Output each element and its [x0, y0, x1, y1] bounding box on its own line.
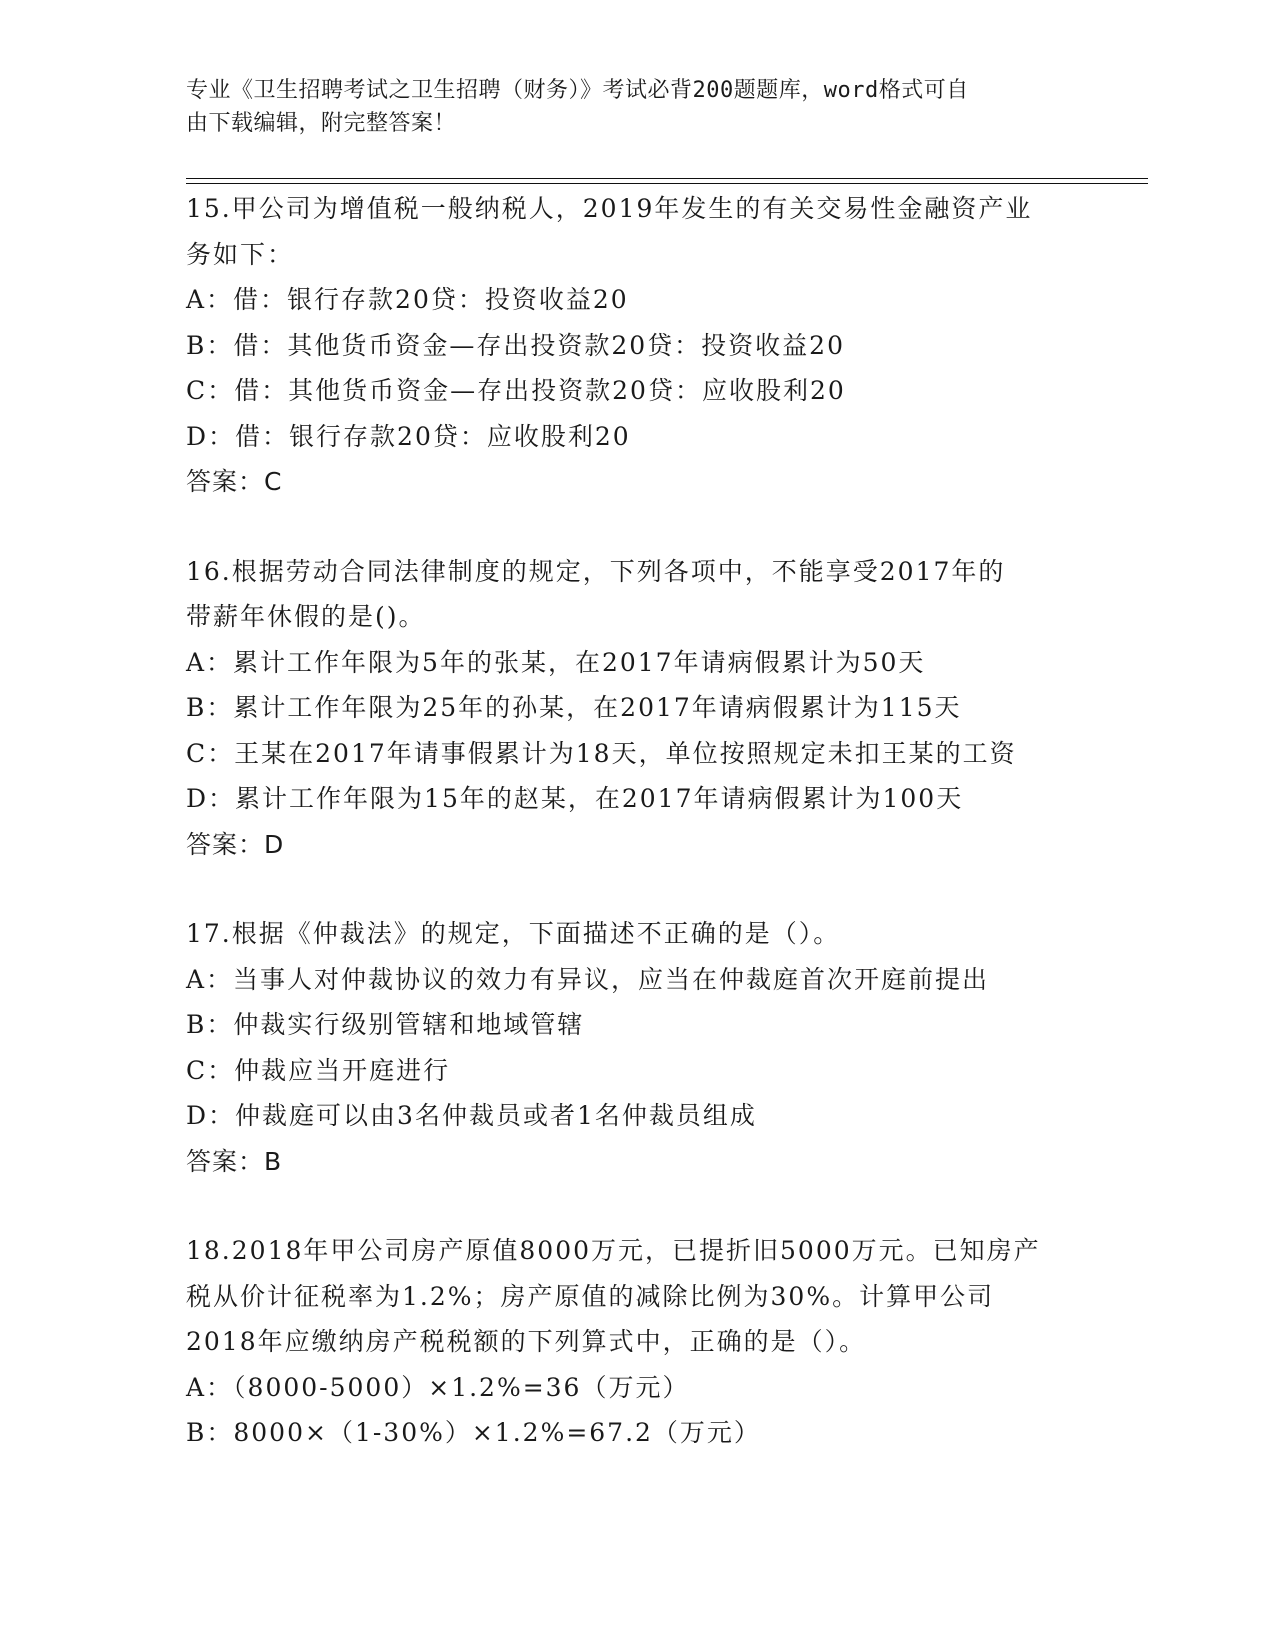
question-text: 15.甲公司为增值税一般纳税人，2019年发生的有关交易性金融资产业: [186, 194, 1033, 223]
question-text: 2018年应缴纳房产税税额的下列算式中，正确的是（）。: [186, 1327, 867, 1356]
question-18: [186, 1228, 1126, 1456]
header-line-1: 专业《卫生招聘考试之卫生招聘（财务）》考试必背200题题库，word格式可自: [186, 78, 969, 103]
header-line-2: 由下载编辑，附完整答案！: [186, 111, 457, 136]
question-text: 务如下：: [186, 239, 295, 269]
document-header: [186, 74, 1086, 140]
option-b: B：仲裁实行级别管辖和地域管辖: [186, 1010, 585, 1039]
option-a: A：（8000-5000）×1.2%=36（万元）: [186, 1372, 690, 1402]
question-15: [186, 186, 1126, 505]
question-17: [186, 911, 1126, 1184]
header-divider-top: [186, 178, 1148, 179]
option-b: B：累计工作年限为25年的孙某，在2017年请病假累计为115天: [186, 693, 962, 722]
option-c: C：仲裁应当开庭进行: [186, 1055, 451, 1085]
answer: 答案：B: [186, 1146, 283, 1176]
header-divider-bottom: [186, 183, 1148, 184]
question-text: 带薪年休假的是()。: [186, 602, 426, 631]
option-c: C：王某在2017年请事假累计为18天，单位按照规定未扣王某的工资: [186, 738, 1017, 768]
question-text: 18.2018年甲公司房产原值8000万元，已提折旧5000万元。已知房产: [186, 1236, 1041, 1265]
option-b: B：8000×（1-30%）×1.2%=67.2（万元）: [186, 1418, 761, 1447]
option-b: B：借：其他货币资金—存出投资款20贷：投资收益20: [186, 330, 845, 360]
answer: 答案：D: [186, 829, 285, 859]
question-16: [186, 549, 1126, 868]
answer: 答案：C: [186, 467, 283, 496]
option-c: C：借：其他货币资金—存出投资款20贷：应收股利20: [186, 376, 846, 405]
question-text: 16.根据劳动合同法律制度的规定，下列各项中，不能享受2017年的: [186, 556, 1006, 586]
option-d: D：仲裁庭可以由3名仲裁员或者1名仲裁员组成: [186, 1101, 757, 1130]
option-a: A：累计工作年限为5年的张某，在2017年请病假累计为50天: [186, 647, 926, 677]
option-d: D：累计工作年限为15年的赵某，在2017年请病假累计为100天: [186, 784, 964, 813]
question-text: 税从价计征税率为1.2%；房产原值的减除比例为30%。计算甲公司: [186, 1281, 995, 1311]
question-list: [186, 186, 1126, 1500]
option-d: D：借：银行存款20贷：应收股利20: [186, 421, 631, 451]
question-text: 17.根据《仲裁法》的规定，下面描述不正确的是（）。: [186, 919, 841, 948]
option-a: A：当事人对仲裁协议的效力有异议，应当在仲裁庭首次开庭前提出: [186, 964, 990, 994]
option-a: A：借：银行存款20贷：投资收益20: [186, 285, 629, 314]
